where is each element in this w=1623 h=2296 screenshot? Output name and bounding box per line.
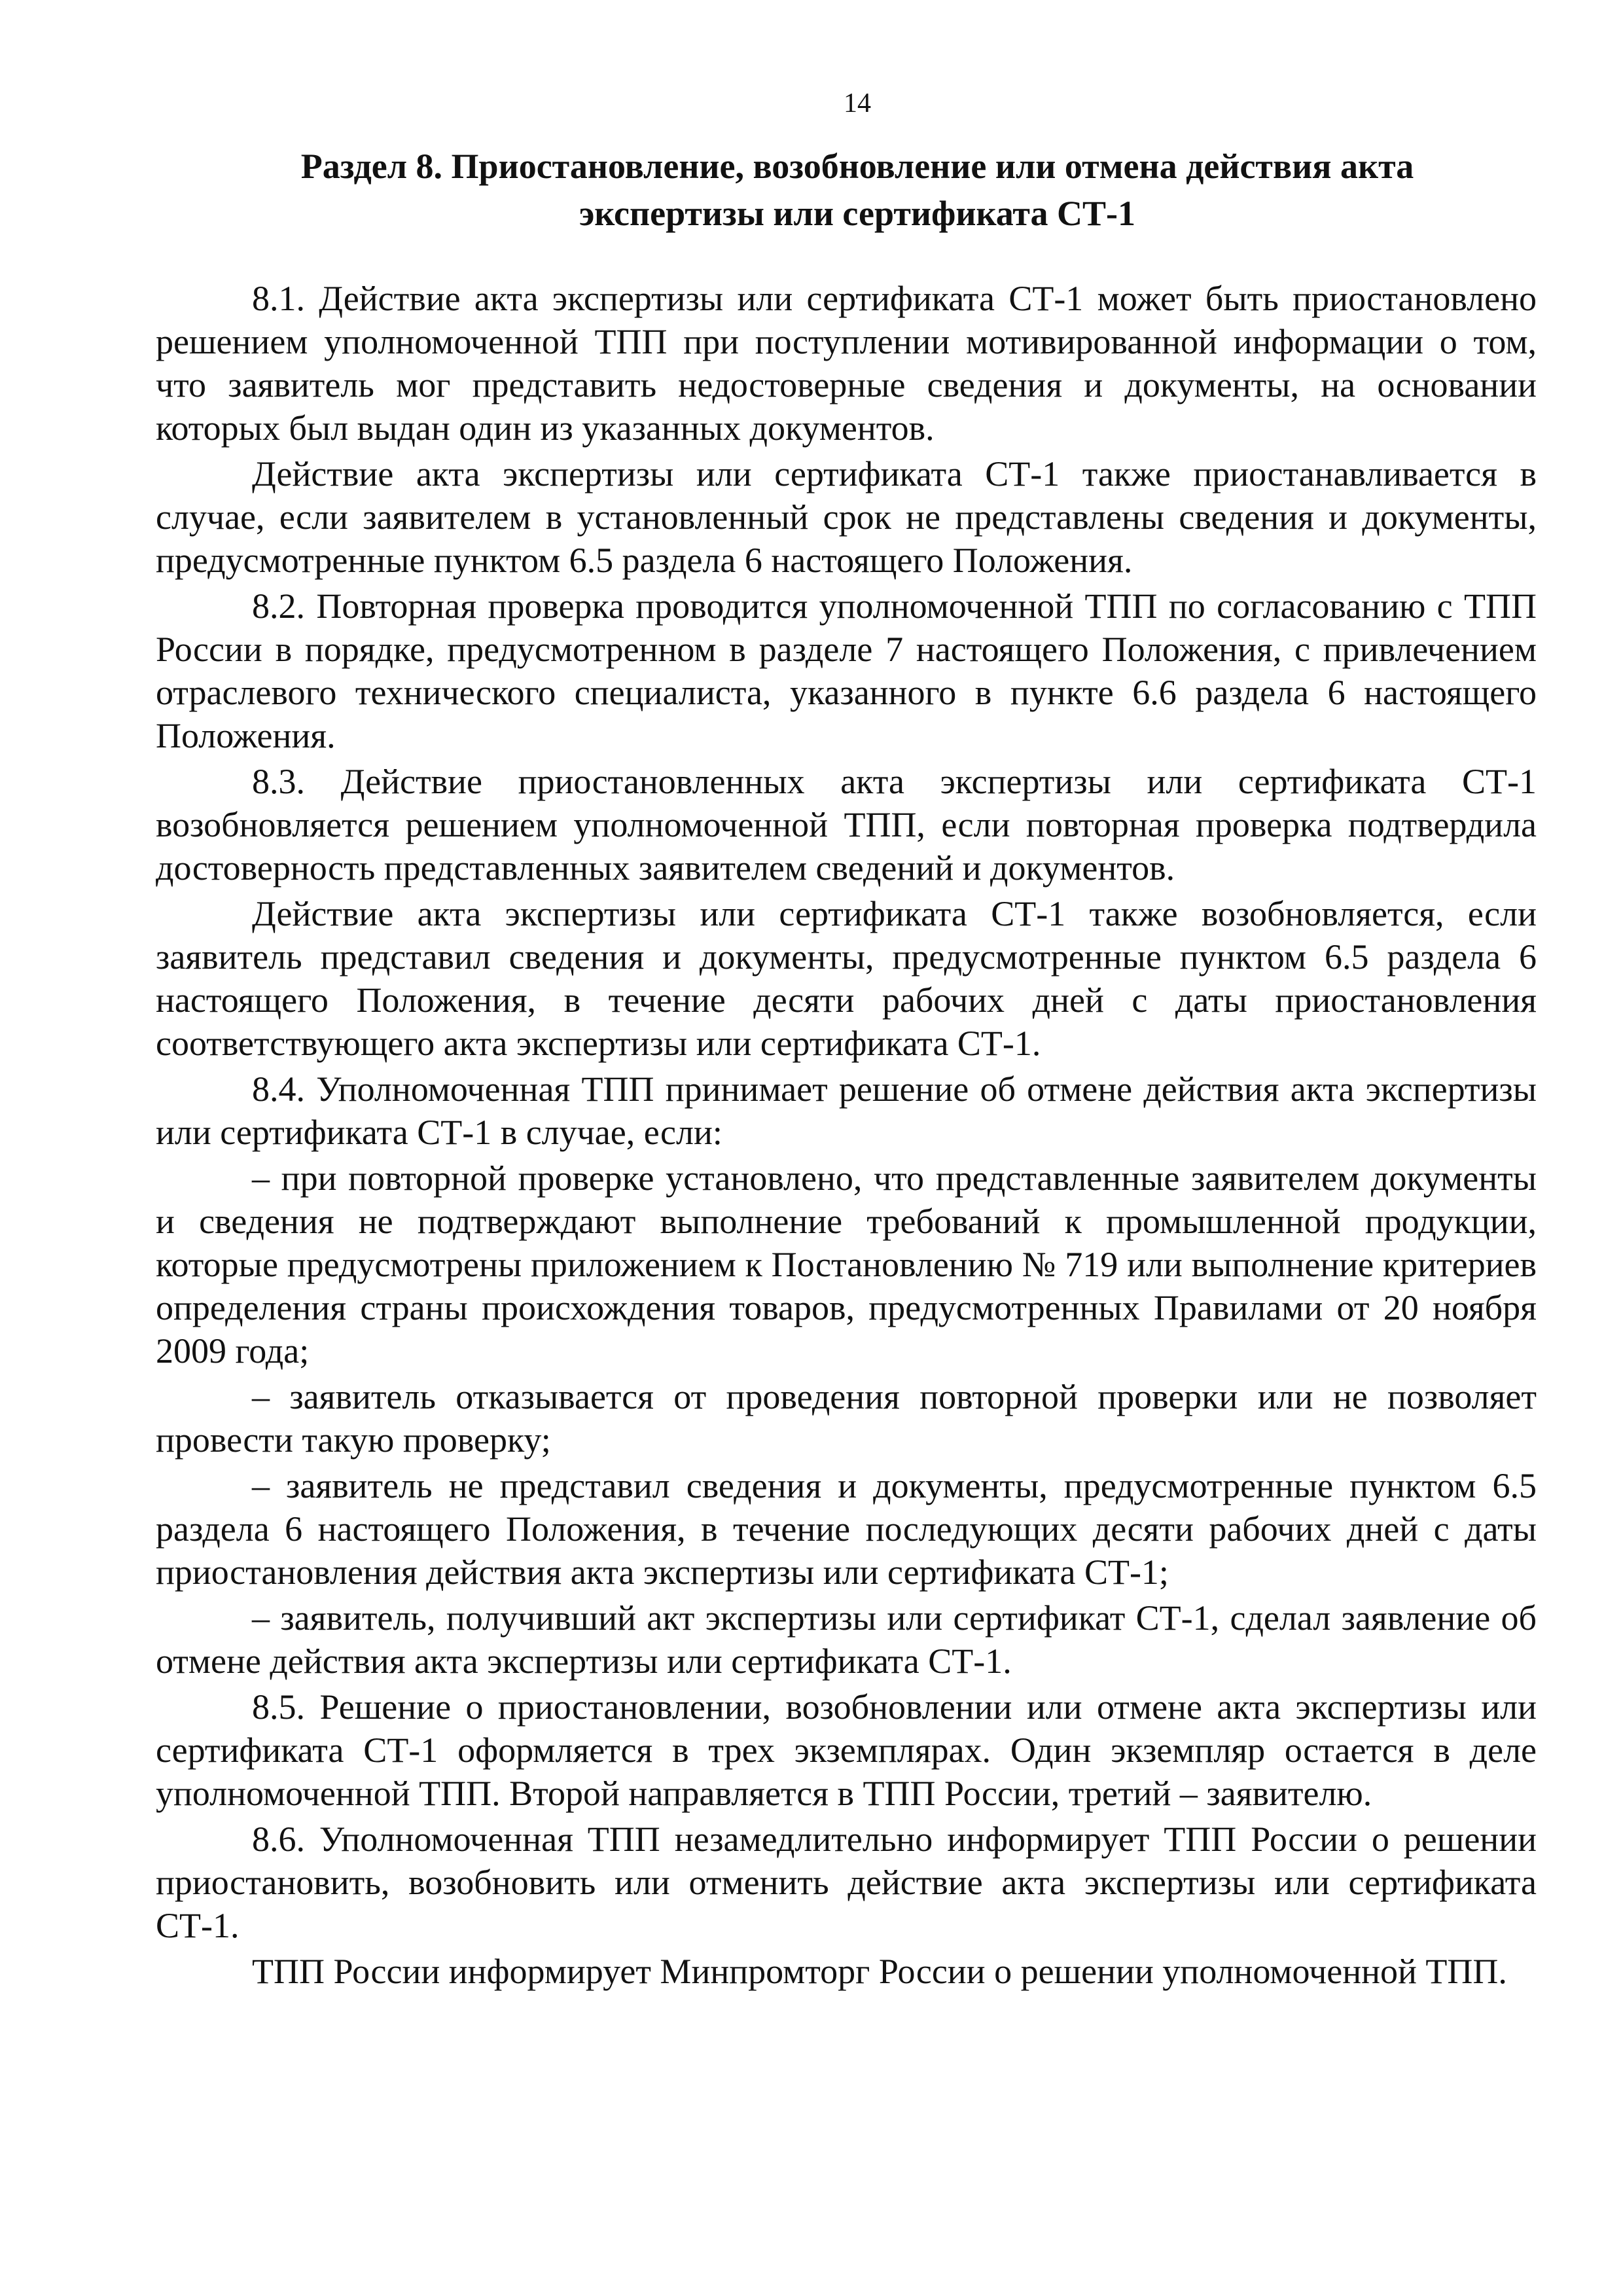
- paragraph-8-3: 8.3. Действие приостановленных акта экспертизы или сертификата СТ-1 возобновляется решением уполномоченной ТПП, если повторная проверка подтвердила достоверность представленных заявителем сведений и документов.: [156, 762, 1537, 888]
- paragraph-8-4: 8.4. Уполномоченная ТПП принимает решение об отмене действия акта экспертизы или сертификата СТ-1 в случае, если:: [156, 1069, 1537, 1152]
- page-number: 14: [844, 88, 871, 118]
- document-body: [156, 277, 1537, 1993]
- paragraph-8-6-continued: ТПП России информирует Минпромторг России о решении уполномоченной ТПП.: [252, 1952, 1507, 1991]
- section-title-line-2: экспертизы или сертификата СТ-1: [579, 194, 1136, 233]
- paragraph-8-2: 8.2. Повторная проверка проводится уполномоченной ТПП по согласованию с ТПП России в порядке, предусмотренном в разделе 7 настоящего Положения, с привлечением отраслевого технического специалиста, указанного в пункте 6.6 раздела 6 настоящего Положения.: [156, 586, 1537, 755]
- list-item-8-4-d: – заявитель, получивший акт экспертизы или сертификат СТ-1, сделал заявление об отмене действия акта экспертизы или сертификата СТ-1.: [156, 1598, 1537, 1681]
- section-title-line-1: Раздел 8. Приостановление, возобновление или отмена действия акта: [300, 147, 1414, 186]
- list-item-8-4-b: – заявитель отказывается от проведения повторной проверки или не позволяет провести такую проверку;: [156, 1377, 1537, 1460]
- paragraph-8-3-continued: Действие акта экспертизы или сертификата СТ-1 также возобновляется, если заявитель представил сведения и документы, предусмотренные пунктом 6.5 раздела 6 настоящего Положения, в течение десяти рабочих дней с даты приостановления соответствующего акта экспертизы или сертификата СТ-1.: [156, 894, 1537, 1063]
- list-item-8-4-a: – при повторной проверке установлено, что представленные заявителем документы и сведения не подтверждают выполнение требований к промышленной продукции, которые предусмотрены приложением к Постановлению № 719 или выполнение критериев определения страны происхождения товаров, предусмотренных Правилами от 20 ноября 2009 года;: [156, 1158, 1537, 1371]
- list-item-8-4-c: – заявитель не представил сведения и документы, предусмотренные пунктом 6.5 раздела 6 настоящего Положения, в течение последующих десяти рабочих дней с даты приостановления действия акта экспертизы или сертификата СТ-1;: [156, 1466, 1537, 1592]
- paragraph-8-5: 8.5. Решение о приостановлении, возобновлении или отмене акта экспертизы или сертификата СТ-1 оформляется в трех экземплярах. Один экземпляр остается в деле уполномоченной ТПП. Второй направляется в ТПП России, третий – заявителю.: [156, 1687, 1537, 1813]
- paragraph-8-1-continued: Действие акта экспертизы или сертификата СТ-1 также приостанавливается в случае, если заявителем в установленный срок не представлены сведения и документы, предусмотренные пунктом 6.5 раздела 6 настоящего Положения.: [156, 454, 1537, 580]
- paragraph-8-6: 8.6. Уполномоченная ТПП незамедлительно информирует ТПП России о решении приостановить, возобновить или отменить действие акта экспертизы или сертификата СТ-1.: [156, 1820, 1537, 1945]
- section-title: [216, 143, 1499, 237]
- paragraph-8-1: 8.1. Действие акта экспертизы или сертификата СТ-1 может быть приостановлено решением уполномоченной ТПП при поступлении мотивированной информации о том, что заявитель мог представить недостоверные сведения и документы, на основании которых был выдан один из указанных документов.: [156, 279, 1537, 448]
